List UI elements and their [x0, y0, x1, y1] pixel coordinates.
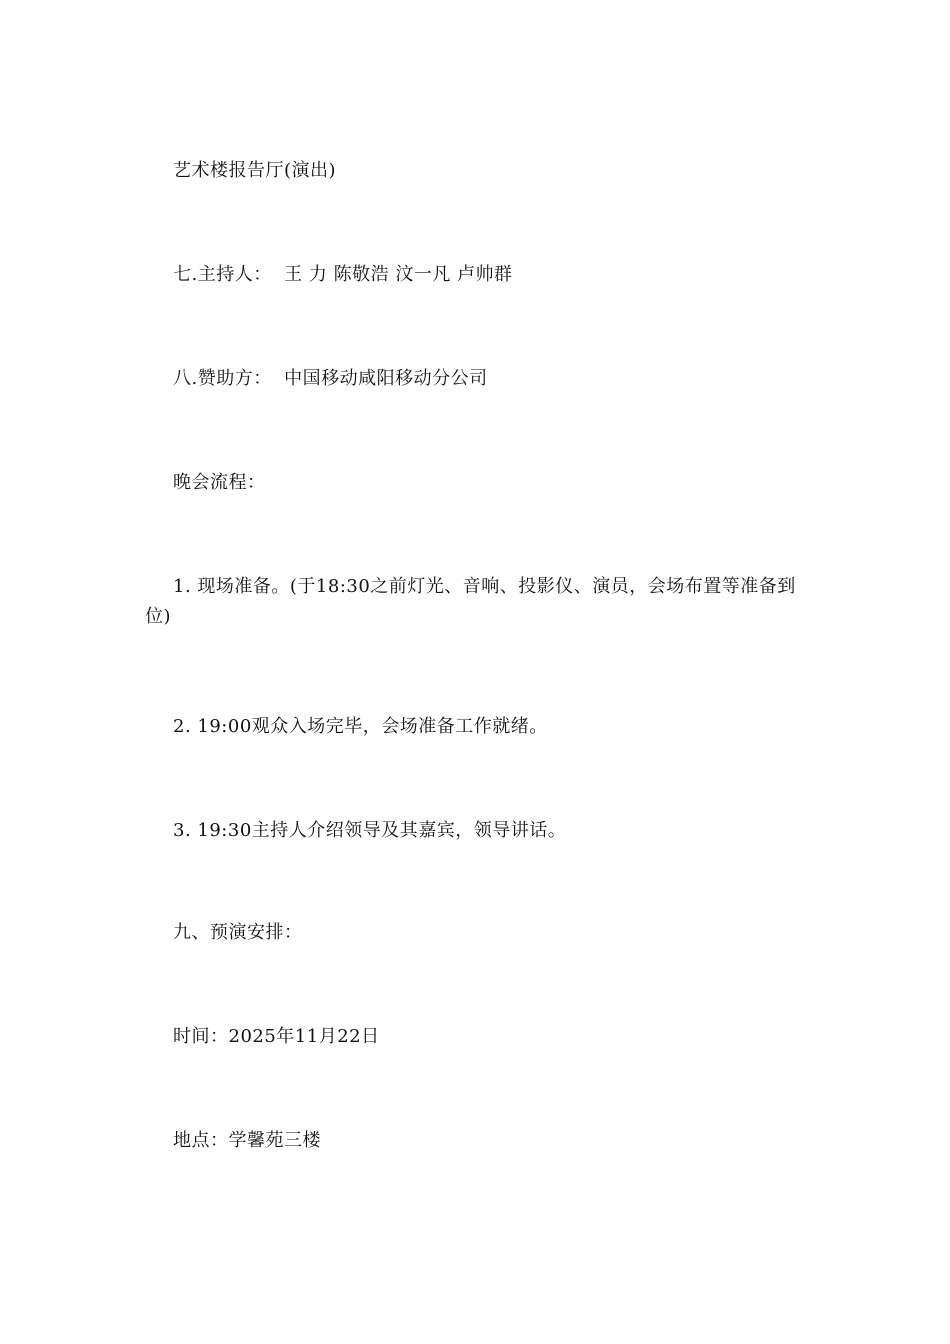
rehearsal-time: 时间：2025年11月22日 — [173, 1026, 380, 1047]
sponsor-paragraph: 八.赞助方： 中国移动咸阳移动分公司 — [173, 368, 488, 389]
program-step-3: 3. 19:30主持人介绍领导及其嘉宾，领导讲话。 — [173, 820, 567, 841]
program-step-1: 1. 现场准备。(于18:30之前灯光、音响、投影仪、演员，会场布置等准备到位) — [145, 576, 796, 627]
program-heading: 晚会流程： — [173, 472, 266, 493]
rehearsal-location: 地点：学馨苑三楼 — [173, 1130, 321, 1151]
program-step-2: 2. 19:00观众入场完毕，会场准备工作就绪。 — [173, 716, 548, 737]
hosts-paragraph: 七.主持人： 王 力 陈敬浩 汶一凡 卢帅群 — [173, 264, 513, 285]
venue-paragraph: 艺术楼报告厅(演出) — [173, 160, 337, 181]
rehearsal-heading: 九、预演安排： — [173, 922, 303, 943]
